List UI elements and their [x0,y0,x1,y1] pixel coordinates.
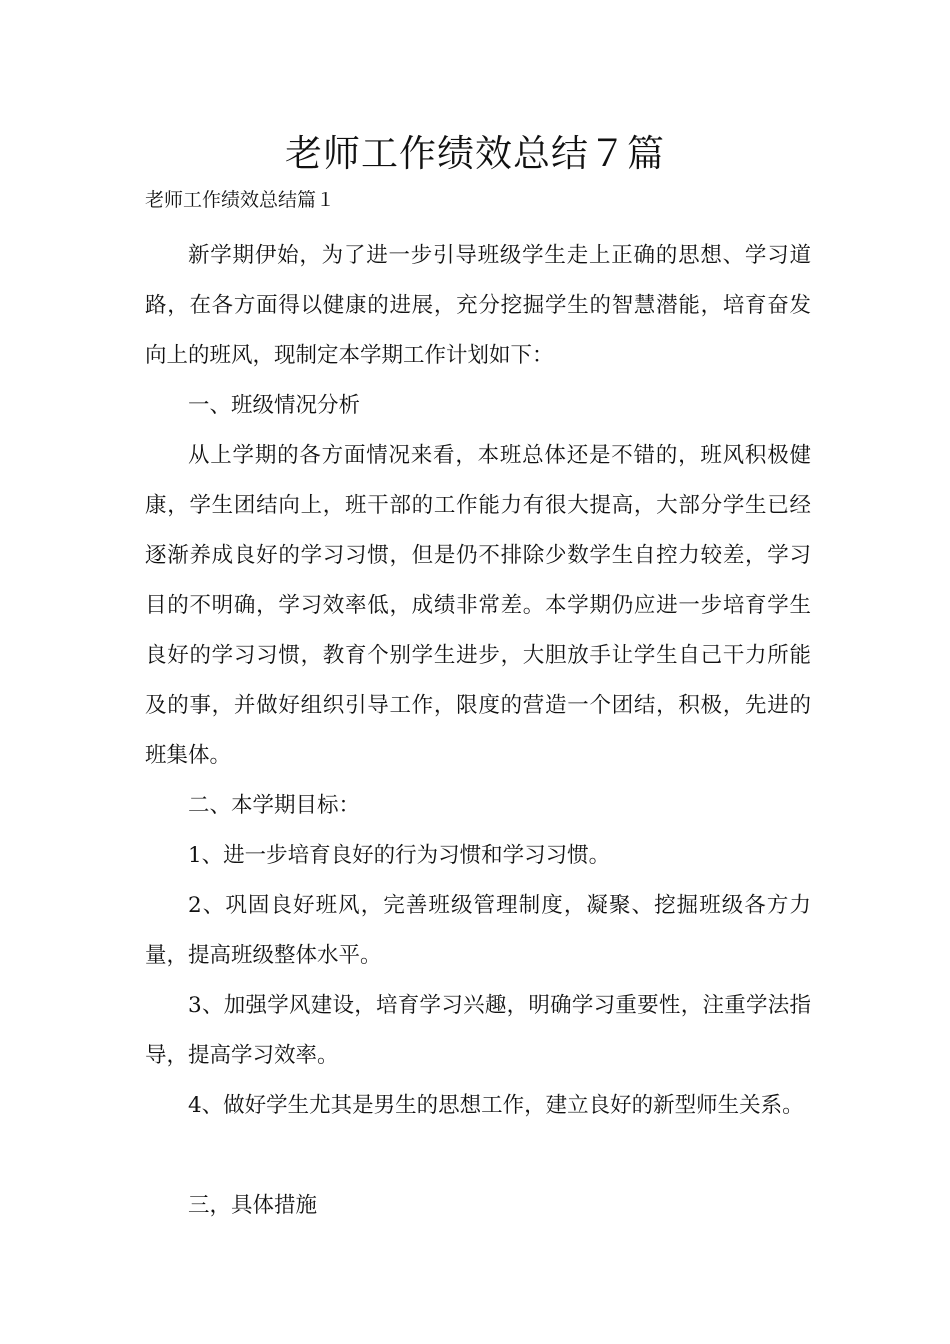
goal-item-3: 3、加强学风建设，培育学习兴趣，明确学习重要性，注重学法指导，提高学习效率。 [145,993,811,1068]
document-body [145,231,811,1231]
section-heading-goals: 二、本学期目标： [188,793,361,818]
goal-item-4: 4、做好学生尤其是男生的思想工作，建立良好的新型师生关系。 [188,1093,804,1118]
document-subtitle: 老师工作绩效总结篇１ [145,189,336,211]
document-title: 老师工作绩效总结７篇 [285,132,665,175]
goal-item-1: 1、进一步培育良好的行为习惯和学习习惯。 [188,843,611,868]
goal-item-2: 2、巩固良好班风，完善班级管理制度，凝聚、挖掘班级各方力量，提高班级整体水平。 [145,893,811,968]
section-heading-measures: 三，具体措施 [188,1193,318,1218]
blank-line [145,1131,811,1181]
section-heading-class-analysis: 一、班级情况分析 [188,393,361,418]
intro-paragraph: 新学期伊始，为了进一步引导班级学生走上正确的思想、学习道路，在各方面得以健康的进展，充分挖掘学生的智慧潜能，培育奋发向上的班风，现制定本学期工作计划如下： [145,243,811,368]
class-analysis-paragraph: 从上学期的各方面情况来看，本班总体还是不错的，班风积极健康，学生团结向上，班干部的工作能力有很大提高，大部分学生已经逐渐养成良好的学习习惯，但是仍不排除少数学生自控力较差，学习目的不明确，学习效率低，成绩非常差。本学期仍应进一步培育学生良好的学习习惯，教育个别学生进步，大胆放手让学生自己干力所能及的事，并做好组织引导工作，限度的营造一个团结，积极，先进的班集体。 [145,443,811,768]
